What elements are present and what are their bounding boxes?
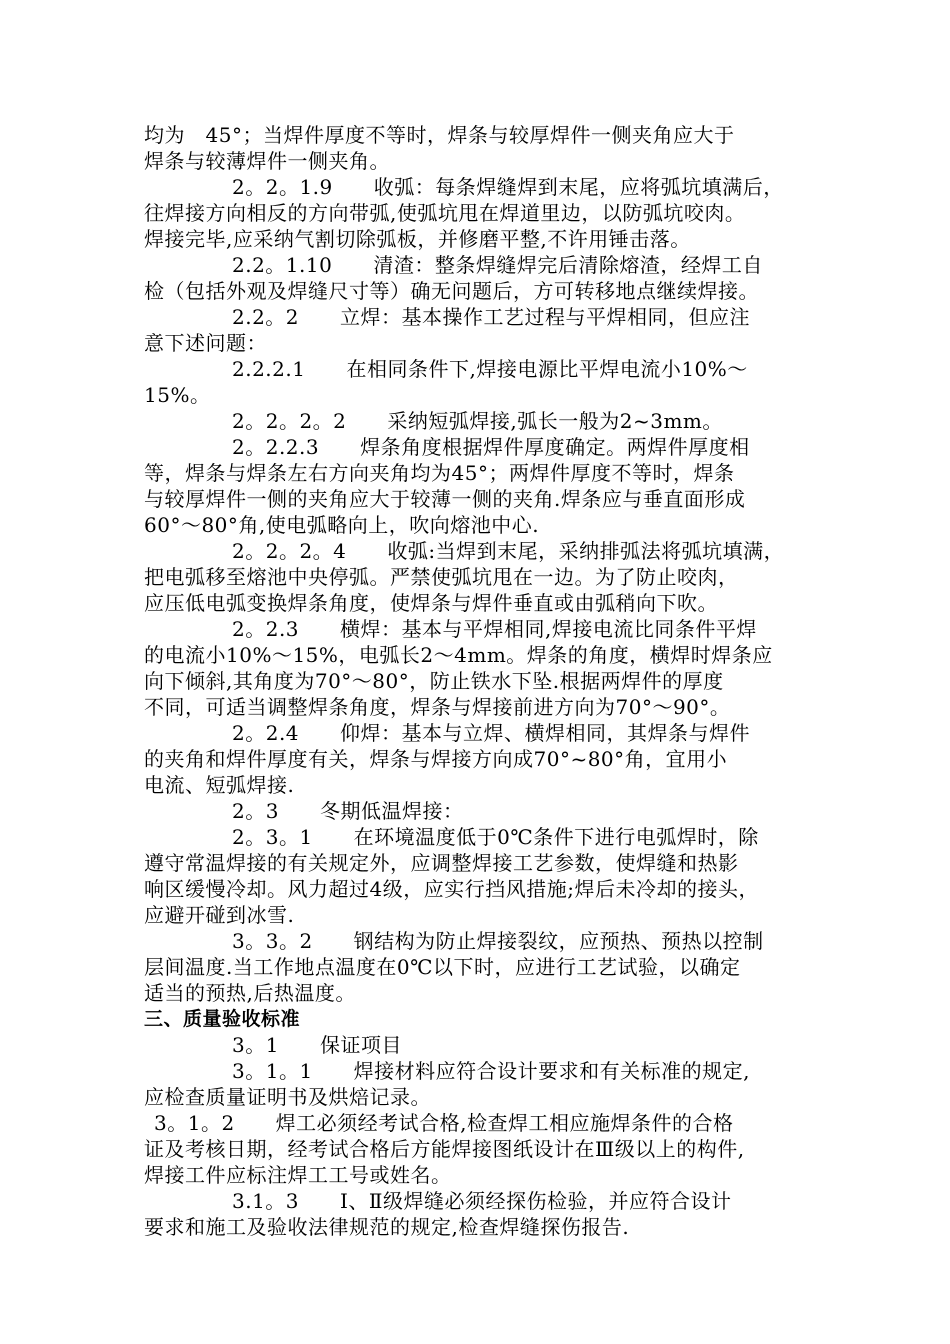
text-line: 不同，可适当调整焊条角度，焊条与焊接前进方向为70°～90°。 (144, 695, 731, 719)
text-line: 3.1。3 Ⅰ、Ⅱ级焊缝必须经探伤检验，并应符合设计 (232, 1189, 732, 1213)
text-line: 2。3。1 在环境温度低于0℃条件下进行电弧焊时，除 (232, 825, 759, 849)
text-line: 遵守常温焊接的有关规定外，应调整焊接工艺参数，使焊缝和热影 (144, 851, 739, 875)
text-line: 焊接工件应标注焊工工号或姓名。 (144, 1163, 452, 1187)
text-line: 意下述问题： (144, 331, 267, 355)
text-line: 向下倾斜,其角度为70°～80°，防止铁水下坠.根据两焊件的厚度 (144, 669, 724, 693)
text-line: 要求和施工及验收法律规范的规定,检查焊缝探伤报告. (144, 1215, 630, 1239)
text-line: 60°～80°角,使电弧略向上，吹向熔池中心. (144, 513, 540, 537)
text-line: 3。1。1 焊接材料应符合设计要求和有关标准的规定, (232, 1059, 751, 1083)
text-line: 应压低电弧变换焊条角度，使焊条与焊件垂直或由弧稍向下吹。 (144, 591, 718, 615)
text-line: 往焊接方向相反的方向带弧,使弧坑甩在焊道里边，以防弧坑咬肉。 (144, 201, 746, 225)
text-line: 2.2。1.10 清渣：整条焊缝焊完后清除熔渣，经焊工自 (232, 253, 763, 277)
text-line: 与较厚焊件一侧的夹角应大于较薄一侧的夹角.焊条应与垂直面形成 (144, 487, 746, 511)
text-line: 2。2。2。4 收弧:当焊到末尾，采纳排弧法将弧坑填满， (232, 539, 785, 563)
text-line: 3。3。2 钢结构为防止焊接裂纹，应预热、预热以控制 (232, 929, 764, 953)
text-line: 响区缓慢冷却。风力超过4级，应实行挡风措施;焊后未冷却的接头， (144, 877, 759, 901)
text-line: 2。2。2。2 采纳短弧焊接,弧长一般为2~3mm。 (232, 409, 723, 433)
text-line: 焊接完毕,应采纳气割切除弧板，并修磨平整,不许用锤击落。 (144, 227, 691, 251)
text-line: 3。1。2 焊工必须经考试合格,检查焊工相应施焊条件的合格 (154, 1111, 734, 1135)
text-line: 2。2.2.3 焊条角度根据焊件厚度确定。两焊件厚度相 (232, 435, 750, 459)
text-line: 证及考核日期，经考试合格后方能焊接图纸设计在Ⅲ级以上的构件, (144, 1137, 745, 1161)
text-line: 2.2.2.1 在相同条件下,焊接电源比平焊电流小10%～ (232, 357, 748, 381)
text-line: 等，焊条与焊条左右方向夹角均为45°；两焊件厚度不等时，焊条 (144, 461, 735, 485)
text-line: 2。2.4 仰焊：基本与立焊、横焊相同，其焊条与焊件 (232, 721, 751, 745)
text-line: 应检查质量证明书及烘焙记录。 (144, 1085, 431, 1109)
text-line: 电流、短弧焊接. (144, 773, 295, 797)
text-line: 均为 45°；当焊件厚度不等时，焊条与较厚焊件一侧夹角应大于 (144, 123, 735, 147)
text-line: 的夹角和焊件厚度有关，焊条与焊接方向成70°~80°角，宜用小 (144, 747, 728, 771)
text-line: 15%。 (144, 383, 211, 407)
text-line: 2.2。2 立焊：基本操作工艺过程与平焊相同，但应注 (232, 305, 751, 329)
text-line: 3。1 保证项目 (232, 1033, 402, 1057)
text-line: 把电弧移至熔池中央停弧。严禁使弧坑甩在一边。为了防止咬肉， (144, 565, 739, 589)
text-line: 层间温度.当工作地点温度在0℃以下时，应进行工艺试验，以确定 (144, 955, 741, 979)
text-line: 焊条与较薄焊件一侧夹角。 (144, 149, 390, 173)
text-line: 的电流小10%～15%，电弧长2～4mm。焊条的角度，横焊时焊条应 (144, 643, 773, 667)
text-line: 检（包括外观及焊缝尺寸等）确无问题后，方可转移地点继续焊接。 (144, 279, 759, 303)
text-line: 2。2.3 横焊：基本与平焊相同,焊接电流比同条件平焊 (232, 617, 757, 641)
text-line: 2。2。1.9 收弧：每条焊缝焊到末尾，应将弧坑填满后， (232, 175, 784, 199)
text-line: 2。3 冬期低温焊接： (232, 799, 464, 823)
section-heading: 三、质量验收标准 (144, 1008, 301, 1030)
text-line: 应避开碰到冰雪. (144, 903, 295, 927)
text-line: 适当的预热,后热温度。 (144, 981, 356, 1005)
